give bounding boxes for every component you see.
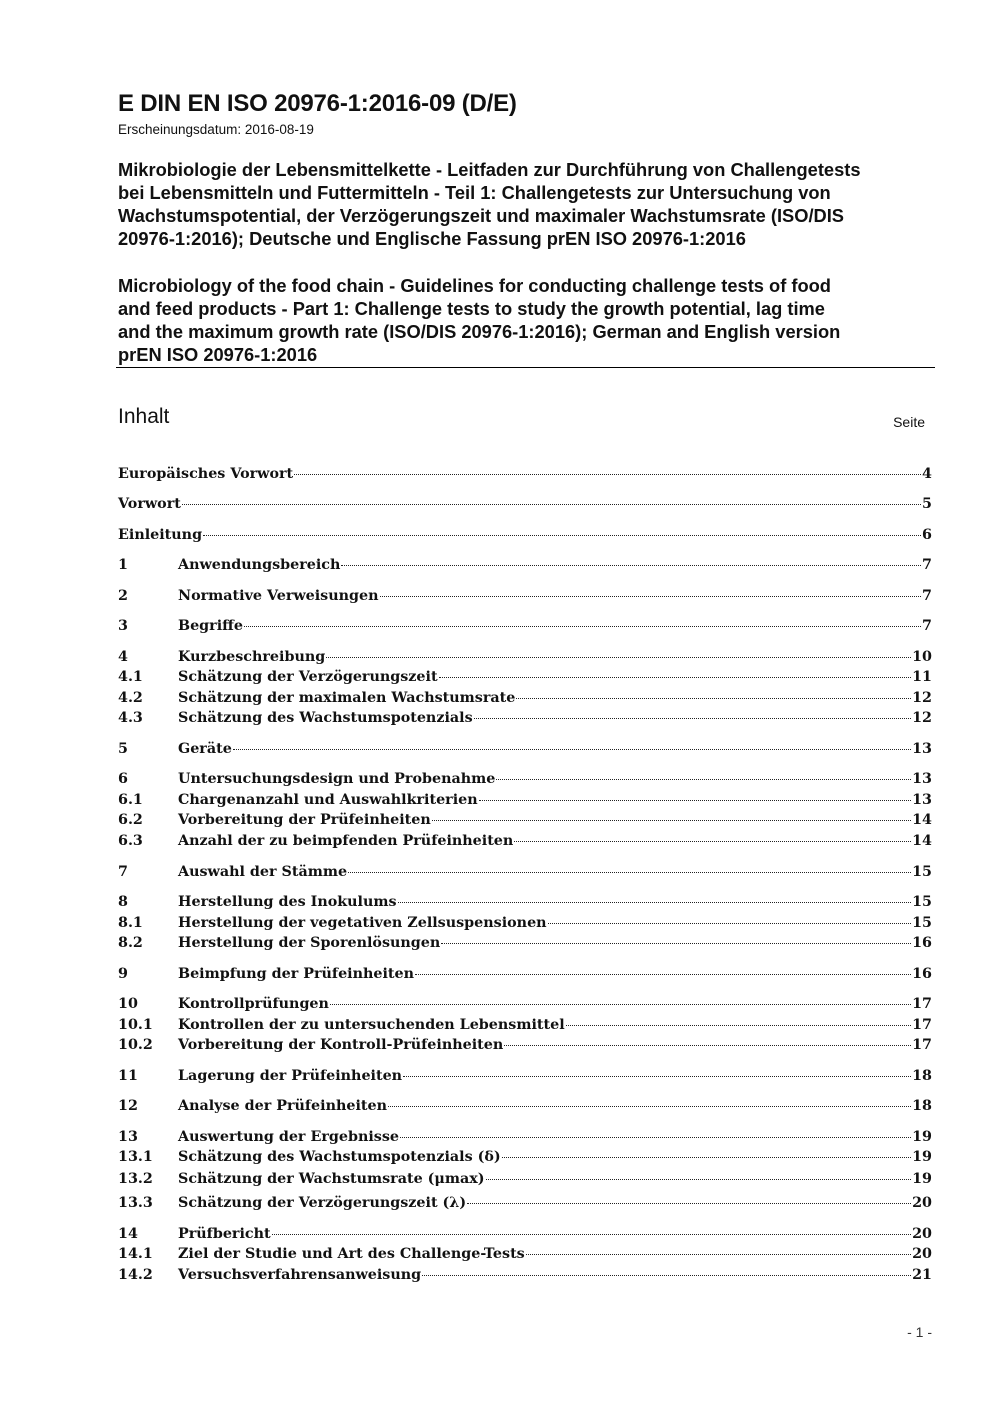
toc-entry-number: 13.1 (118, 1149, 153, 1165)
toc-entry-title: Chargenanzahl und Auswahlkriterien (178, 792, 478, 808)
toc-entry[interactable] (118, 525, 932, 545)
toc-entry-number: 11 (118, 1068, 138, 1084)
toc-entry-number: 13 (118, 1129, 138, 1145)
toc-entry[interactable] (118, 892, 932, 912)
toc-entry-number: 14.1 (118, 1246, 153, 1262)
toc-leader (548, 922, 912, 924)
toc-entry[interactable] (118, 831, 932, 851)
toc-entry-title: Europäisches Vorwort (118, 466, 294, 482)
toc-entry-title: Beimpfung der Prüfeinheiten (178, 966, 415, 982)
toc-leader (479, 799, 911, 801)
english-title-line: prEN ISO 20976-1:2016 (118, 344, 318, 365)
toc-entry-number: 6.3 (118, 833, 143, 849)
toc-leader (566, 1024, 911, 1026)
toc-entry-page: 19 (912, 1171, 932, 1187)
toc-entry[interactable] (118, 1066, 932, 1086)
toc-entry-page: 20 (912, 1195, 932, 1211)
toc-entry[interactable] (118, 1265, 932, 1285)
toc-entry[interactable] (118, 688, 932, 708)
toc-entry[interactable] (118, 1015, 932, 1035)
toc-leader (486, 1178, 912, 1180)
toc-entry-page: 17 (912, 1017, 932, 1033)
toc-entry-number: 6.2 (118, 812, 143, 828)
toc-entry-title: Herstellung der vegetativen Zellsuspensionen (178, 915, 547, 931)
toc-leader (403, 1075, 911, 1077)
toc-entry[interactable] (118, 862, 932, 882)
toc-entry-title: Vorbereitung der Kontroll-Prüfeinheiten (178, 1037, 504, 1053)
toc-entry-page: 20 (912, 1246, 932, 1262)
toc-entry[interactable] (118, 1244, 932, 1264)
toc-leader (467, 1202, 911, 1204)
toc-entry-title: Einleitung (118, 527, 203, 543)
page-number: - 1 - (907, 1324, 932, 1340)
toc-entry-page: 7 (922, 557, 932, 573)
toc-entry-page: 10 (912, 649, 932, 665)
toc-entry-title: Kontrollprüfungen (178, 996, 329, 1012)
toc-entry[interactable] (118, 555, 932, 575)
toc-entry-title: Versuchsverfahrensanweisung (178, 1267, 422, 1283)
toc-entry-page: 15 (912, 894, 932, 910)
toc-entry-title: Schätzung des Wachstumspotenzials (178, 710, 473, 726)
toc-entry-number: 14 (118, 1226, 138, 1242)
toc-leader (439, 676, 912, 678)
toc-entry-number: 4.3 (118, 710, 143, 726)
toc-entry-title: Geräte (178, 741, 232, 757)
toc-leader (398, 901, 912, 903)
toc-entry[interactable] (118, 494, 932, 514)
english-title-line: and the maximum growth rate (ISO/DIS 20976-1:2016); German and English version (118, 321, 841, 342)
toc-leader (380, 595, 922, 597)
toc-entry-page: 16 (912, 935, 932, 951)
toc-leader (504, 1044, 911, 1046)
toc-entry[interactable] (118, 933, 932, 953)
english-title-line: and feed products - Part 1: Challenge tests to study the growth potential, lag time (118, 298, 825, 319)
toc-leader (415, 973, 911, 975)
german-title-line: Wachstumspotential, der Verzögerungszeit und maximaler Wachstumsrate (ISO/DIS (118, 205, 845, 226)
toc-entry-number: 1 (118, 557, 128, 573)
toc-entry[interactable] (118, 790, 932, 810)
toc-leader (432, 819, 911, 821)
toc-entry[interactable] (118, 1096, 932, 1116)
toc-entry[interactable] (118, 769, 932, 789)
toc-entry[interactable] (118, 647, 932, 667)
toc-leader (182, 503, 921, 505)
toc-entry-page: 4 (922, 466, 932, 482)
toc-entry-number: 4.1 (118, 669, 143, 685)
toc-entry-title: Normative Verweisungen (178, 588, 379, 604)
toc-entry-page: 13 (912, 792, 932, 808)
toc-entry-title: Auswertung der Ergebnisse (178, 1129, 399, 1145)
toc-entry-title: Analyse der Prüfeinheiten (178, 1098, 387, 1114)
toc-entry-page: 5 (922, 496, 932, 512)
toc-entry-number: 3 (118, 618, 128, 634)
toc-entry[interactable] (118, 1127, 932, 1147)
toc-leader (400, 1136, 911, 1138)
toc-entry-title: Prüfbericht (178, 1226, 271, 1242)
toc-leader (422, 1274, 911, 1276)
toc-leader (272, 1233, 912, 1235)
toc-entry-title: Kurzbeschreibung (178, 649, 326, 665)
toc-leader (474, 717, 911, 719)
toc-entry[interactable] (118, 1147, 932, 1167)
toc-entry-page: 14 (912, 812, 932, 828)
toc-entry-number: 8 (118, 894, 128, 910)
toc-leader (326, 656, 911, 658)
toc-entry-title: Schätzung des Wachstumspotenzials (δ) (178, 1149, 501, 1165)
toc-entry-title: Vorbereitung der Prüfeinheiten (178, 812, 431, 828)
toc-entry-title: Anzahl der zu beimpfenden Prüfeinheiten (178, 833, 514, 849)
toc-entry-page: 16 (912, 966, 932, 982)
toc-entry-page: 7 (922, 618, 932, 634)
german-title-line: 20976-1:2016); Deutsche und Englische Fassung prEN ISO 20976-1:2016 (118, 228, 746, 249)
toc-entry-page: 15 (912, 915, 932, 931)
toc-entry[interactable] (118, 616, 932, 636)
toc-entry[interactable] (118, 1035, 932, 1055)
toc-page-label: Seite (893, 414, 925, 430)
toc-entry-number: 2 (118, 588, 128, 604)
toc-entry[interactable] (118, 1224, 932, 1244)
english-title-line: Microbiology of the food chain - Guidelines for conducting challenge tests of food (118, 275, 831, 296)
toc-entry-title: Untersuchungsdesign und Probenahme (178, 771, 496, 787)
toc-entry-page: 14 (912, 833, 932, 849)
toc-entry[interactable] (118, 994, 932, 1014)
toc-entry-number: 10.1 (118, 1017, 153, 1033)
toc-leader (233, 748, 911, 750)
toc-leader (348, 871, 911, 873)
toc-leader (388, 1105, 911, 1107)
toc-entry-page: 12 (912, 710, 932, 726)
german-title (118, 158, 938, 250)
german-title-line: Mikrobiologie der Lebensmittelkette - Leitfaden zur Durchführung von Challengetests (118, 159, 861, 180)
toc-entry[interactable] (118, 586, 932, 606)
toc-entry-page: 13 (912, 771, 932, 787)
toc-entry-number: 14.2 (118, 1267, 153, 1283)
toc-entry-page: 17 (912, 1037, 932, 1053)
toc-entry-title: Schätzung der Verzögerungszeit (λ) (178, 1195, 467, 1211)
toc-leader (496, 778, 911, 780)
toc-entry-page: 15 (912, 864, 932, 880)
toc-heading: Inhalt (118, 405, 170, 428)
toc-entry-number: 6.1 (118, 792, 143, 808)
toc-entry-page: 20 (912, 1226, 932, 1242)
toc-entry-page: 19 (912, 1129, 932, 1145)
document-title: E DIN EN ISO 20976-1:2016-09 (D/E) (118, 90, 517, 117)
toc-entry-page: 19 (912, 1149, 932, 1165)
toc-entry-title: Schätzung der Verzögerungszeit (178, 669, 438, 685)
toc-leader (341, 564, 921, 566)
toc-entry-title: Vorwort (118, 496, 181, 512)
toc-entry-title: Auswahl der Stämme (178, 864, 348, 880)
german-title-line: bei Lebensmitteln und Futtermitteln - Teil 1: Challengetests zur Untersuchung von (118, 182, 831, 203)
toc-entry-page: 18 (912, 1068, 932, 1084)
toc-leader (516, 697, 911, 699)
title-divider (116, 367, 935, 368)
toc-entry-title: Schätzung der Wachstumsrate (μmax) (178, 1171, 485, 1187)
toc-entry-number: 4 (118, 649, 128, 665)
toc-leader (441, 942, 911, 944)
toc-entry[interactable] (118, 708, 932, 728)
toc-entry-title: Lagerung der Prüfeinheiten (178, 1068, 403, 1084)
toc-entry[interactable] (118, 464, 932, 484)
toc-entry-number: 8.1 (118, 915, 143, 931)
toc-entry-number: 7 (118, 864, 128, 880)
publication-date: Erscheinungsdatum: 2016-08-19 (118, 122, 314, 137)
toc-leader (514, 840, 911, 842)
toc-entry-number: 10 (118, 996, 138, 1012)
toc-entry-number: 4.2 (118, 690, 143, 706)
toc-entry-page: 12 (912, 690, 932, 706)
toc-entry[interactable] (118, 667, 932, 687)
english-title (118, 274, 938, 366)
toc-entry[interactable] (118, 739, 932, 759)
toc-entry[interactable] (118, 964, 932, 984)
toc-entry-title: Anwendungsbereich (178, 557, 341, 573)
toc-entry-number: 13.2 (118, 1171, 153, 1187)
toc-entry-number: 5 (118, 741, 128, 757)
toc-entry-page: 21 (912, 1267, 932, 1283)
toc-leader (203, 534, 921, 536)
toc-entry-page: 7 (922, 588, 932, 604)
toc-entry-number: 9 (118, 966, 128, 982)
toc-entry-page: 13 (912, 741, 932, 757)
toc-entry-title: Kontrollen der zu untersuchenden Lebensmittel (178, 1017, 565, 1033)
toc-entry-number: 13.3 (118, 1195, 153, 1211)
toc-entry-title: Herstellung des Inokulums (178, 894, 397, 910)
toc-entry-title: Herstellung der Sporenlösungen (178, 935, 441, 951)
toc-entry-page: 18 (912, 1098, 932, 1114)
toc-entry-title: Schätzung der maximalen Wachstumsrate (178, 690, 516, 706)
toc-entry[interactable] (118, 1193, 932, 1213)
toc-leader (526, 1253, 911, 1255)
toc-entry-title: Begriffe (178, 618, 243, 634)
toc-entry[interactable] (118, 913, 932, 933)
toc-entry-title: Ziel der Studie und Art des Challenge-Tests (178, 1246, 525, 1262)
toc-leader (244, 625, 921, 627)
toc-entry-page: 6 (922, 527, 932, 543)
toc-entry[interactable] (118, 1169, 932, 1189)
toc-entry-number: 8.2 (118, 935, 143, 951)
toc-entry-number: 12 (118, 1098, 138, 1114)
toc-entry-number: 6 (118, 771, 128, 787)
toc-entry[interactable] (118, 810, 932, 830)
toc-entry-number: 10.2 (118, 1037, 153, 1053)
toc-leader (330, 1003, 911, 1005)
toc-entry-page: 17 (912, 996, 932, 1012)
toc-leader (502, 1156, 911, 1158)
toc-leader (294, 473, 921, 475)
toc-entry-page: 11 (912, 669, 932, 685)
